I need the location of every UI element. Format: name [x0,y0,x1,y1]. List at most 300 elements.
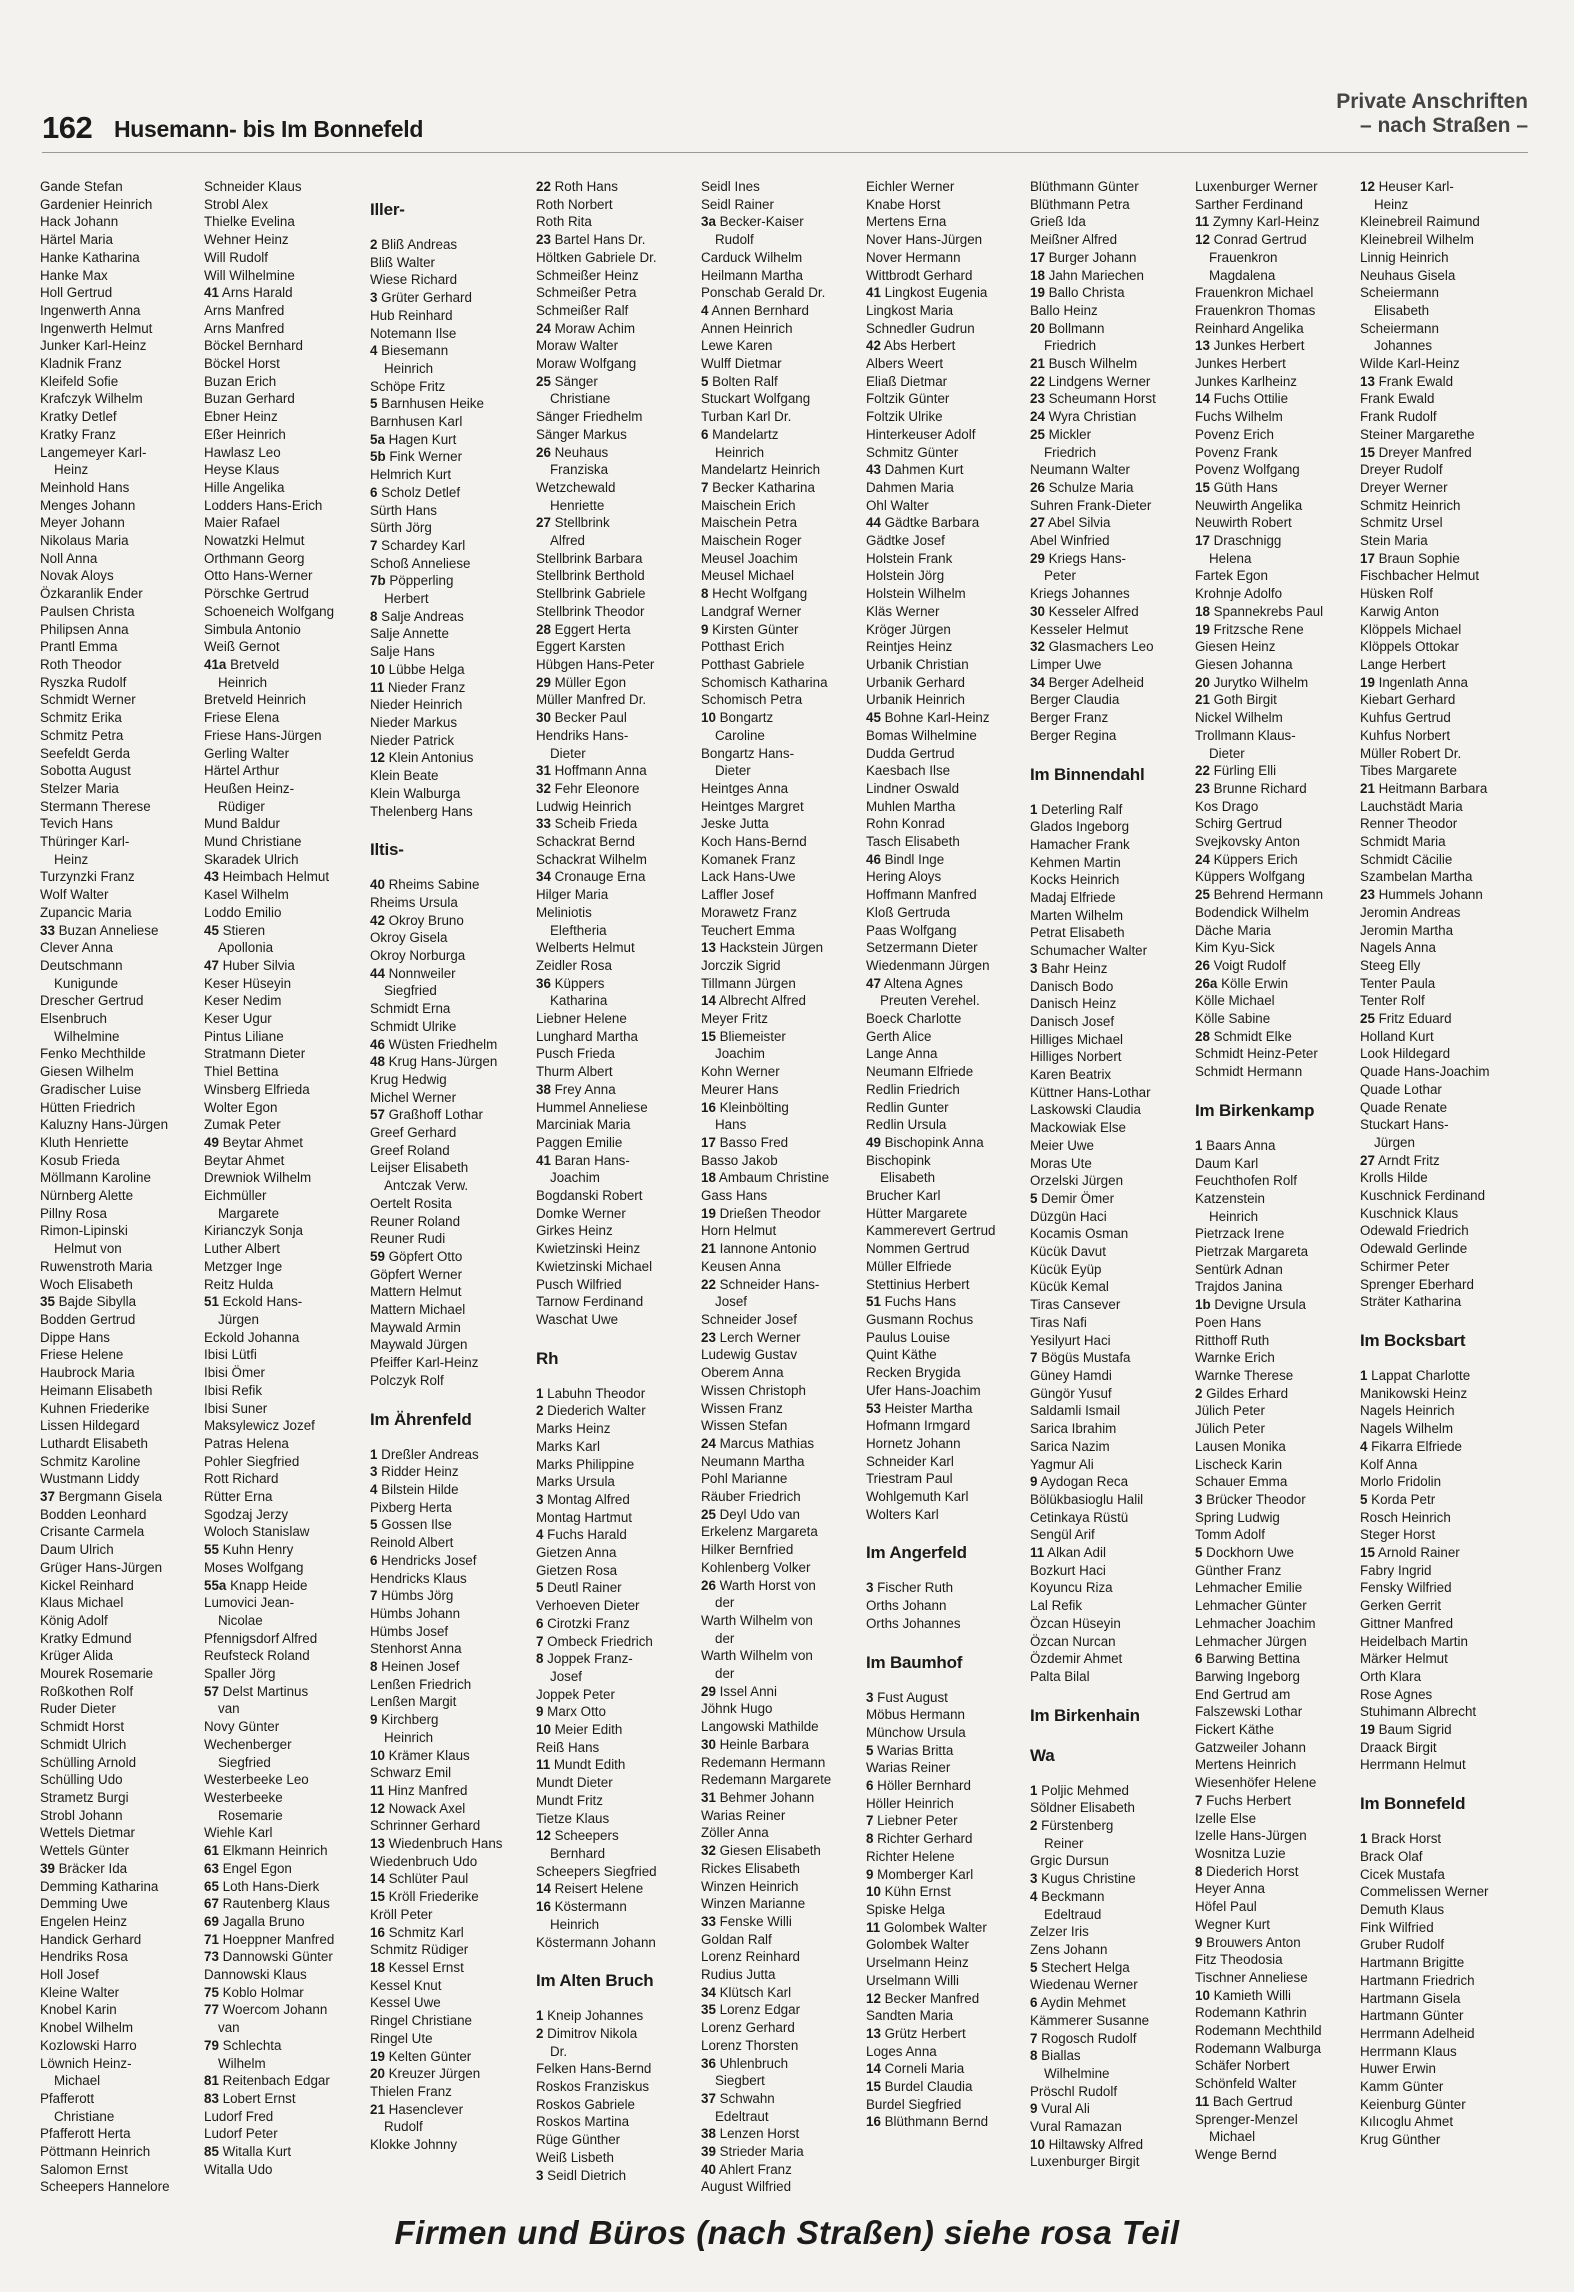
resident-entry: 81 Reitenbach Edgar [204,2073,330,2089]
resident-entry: 43 Dahmen Kurt [866,462,964,478]
house-number: 5 [1360,1491,1368,1507]
resident-entry: Möllmann Karoline [40,1170,151,1186]
resident-entry: Svejkovsky Anton [1195,834,1300,850]
resident-entry: 9 Vural Ali [1030,2101,1090,2117]
resident-entry: Pöttmann Heinrich [40,2144,151,2160]
resident-entry: Hartmann Günter [1360,2008,1464,2024]
resident-entry: 3 Fust August [866,1689,948,1705]
resident-entry: 41 Arns Harald [204,285,293,301]
entry-continuation: Joachim [550,1170,600,1186]
house-number: 15 [701,1028,716,1044]
house-number: 69 [204,1913,219,1929]
resident-entry: Albers Weert [866,356,944,372]
street-heading: Im Bonnefeld [1360,1794,1466,1814]
resident-entry: Nagels Wilhelm [1360,1421,1454,1437]
resident-entry: Beytar Ahmet [204,1152,285,1168]
resident-entry: Hartmann Brigitte [1360,1955,1465,1971]
resident-entry: Novak Aloys [40,568,114,584]
resident-entry: 37 Schwahn [701,2090,775,2106]
house-number: 33 [701,1913,716,1929]
resident-entry: Lange Herbert [1360,656,1446,672]
resident-entry: Räuber Friedrich [701,1489,801,1505]
resident-entry: Paulus Louise [866,1329,951,1345]
entry-continuation: Dr. [550,2043,568,2059]
resident-entry: Trajdos Janina [1195,1279,1283,1295]
house-number: 41 [204,285,219,301]
resident-entry: Witalla Udo [204,2161,273,2177]
street-heading: Rh [536,1348,559,1368]
resident-entry: Mund Christiane [204,834,302,850]
resident-entry: 49 Bischopink Anna [866,1134,984,1150]
resident-entry: 9 Kirchberg [370,1712,439,1728]
resident-entry: Berger Regina [1030,727,1117,743]
resident-entry: Abel Winfried [1030,533,1110,549]
resident-entry: Hilker Bernfried [701,1542,794,1558]
house-number: 12 [1195,232,1210,248]
resident-entry: Pörschke Gertrud [204,586,309,602]
resident-entry: 47 Huber Silvia [204,957,295,973]
entry-continuation: Heinrich [384,1729,434,1745]
resident-entry: Wiese Richard [370,272,458,288]
resident-entry: Clever Anna [40,940,113,956]
house-number: 71 [204,1931,219,1947]
house-number: 43 [204,869,219,885]
house-number: 83 [204,2090,219,2106]
resident-entry: Dreyer Rudolf [1360,462,1443,478]
house-number: 10 [866,1884,881,1900]
resident-entry: Lunghard Martha [536,1028,638,1044]
house-number: 12 [370,750,385,766]
resident-entry: Wettels Dietmar [40,1825,135,1841]
resident-entry: Lehmacher Günter [1195,1598,1307,1614]
house-number: 19 [1360,1722,1375,1738]
house-number: 18 [1030,267,1045,283]
resident-entry: Tischner Anneliese [1195,1969,1308,1985]
resident-entry: 26a Kölle Erwin [1195,975,1289,991]
resident-entry: Odewald Gerlinde [1360,1241,1468,1257]
resident-entry: Ludwig Heinrich [536,798,632,814]
resident-entry: 19 Drießen Theodor [701,1205,821,1221]
resident-entry: Lingkost Maria [866,302,954,318]
resident-entry: 42 Okroy Bruno [370,912,464,928]
resident-entry: Stuckart Hans- [1360,1117,1449,1133]
resident-entry: Nagels Anna [1360,940,1436,956]
resident-entry: 71 Hoeppner Manfred [204,1931,335,1947]
resident-entry: Noll Anna [40,550,98,566]
resident-entry: Karen Beatrix [1030,1067,1112,1083]
resident-entry: 1b Devigne Ursula [1195,1297,1306,1313]
resident-entry: Kim Kyu-Sick [1195,940,1275,956]
resident-entry: Gerling Walter [204,745,290,761]
resident-entry: 15 Dreyer Manfred [1360,444,1472,460]
resident-entry: Schmeißer Ralf [536,302,629,318]
entry-continuation: Nicolae [218,1612,263,1628]
resident-entry: Warnke Therese [1195,1368,1294,1383]
resident-entry: 2 Gildes Erhard [1195,1385,1289,1401]
resident-entry: Loddo Emilio [204,904,282,920]
house-number: 33 [40,922,55,938]
resident-entry: Krohnje Adolfo [1195,586,1283,602]
house-number: 23 [1195,780,1210,796]
resident-entry: Demming Katharina [40,1878,159,1894]
resident-entry: Wolter Egon [204,1099,278,1115]
entry-continuation: Peter [1044,568,1077,584]
resident-entry: Potthast Erich [701,639,785,655]
resident-entry: Oertelt Rosita [370,1195,452,1211]
resident-entry: Meier Uwe [1030,1137,1094,1153]
house-number: 73 [204,1949,219,1965]
house-number: 75 [204,1984,219,2000]
resident-entry: 8 Biallas [1030,2048,1081,2064]
house-number: 45 [204,922,219,938]
resident-entry: 25 Sänger [536,373,598,389]
resident-entry: Lumovici Jean- [204,1595,295,1611]
resident-entry: 42 Abs Herbert [866,338,956,354]
resident-entry: Hendricks Klaus [370,1570,467,1586]
resident-entry: Klöppels Michael [1360,621,1462,637]
house-number: 21 [1360,780,1375,796]
resident-entry: 23 Brunne Richard [1195,780,1307,796]
resident-entry: Kosub Frieda [40,1152,120,1168]
resident-entry: 5 Deutl Rainer [536,1580,622,1596]
resident-entry: Salje Annette [370,626,449,642]
house-number: 34 [536,869,551,885]
resident-entry: Ritthoff Ruth [1195,1332,1270,1348]
resident-entry: 3 Kugus Christine [1030,1871,1136,1887]
resident-entry: Wosnitza Luzie [1195,1845,1286,1861]
resident-entry: Okroy Norburga [370,948,466,964]
resident-entry: 3 Fischer Ruth [866,1580,954,1596]
resident-entry: Orzelski Jürgen [1030,1173,1124,1189]
resident-entry: Heintges Margret [701,798,804,814]
house-number: 8 [701,586,709,602]
house-number: 3 [370,1464,378,1480]
resident-entry: Welberts Helmut [536,940,635,956]
resident-entry: Kröll Peter [370,1906,433,1922]
entry-continuation: Dieter [715,763,751,779]
resident-entry: Oberem Anna [701,1365,784,1381]
house-number: 8 [370,1659,378,1675]
resident-entry: Nieder Markus [370,714,458,730]
resident-entry: Kratky Franz [40,426,116,442]
entry-continuation: Heinrich [384,360,434,376]
entry-continuation: Friedrich [1044,444,1097,460]
house-number: 31 [701,1789,716,1805]
resident-entry: Friese Helene [40,1347,124,1363]
resident-entry: Schneider Karl [866,1453,954,1469]
resident-entry: Wegner Kurt [1195,1916,1270,1932]
resident-entry: Kohlenberg Volker [701,1559,811,1575]
resident-entry: Ufer Hans-Joachim [866,1382,981,1398]
resident-entry: Verhoeven Dieter [536,1598,640,1614]
resident-entry: Sarther Ferdinand [1195,196,1303,212]
resident-entry: Roskos Franziskus [536,2079,650,2095]
resident-entry: Weiß Gernot [204,639,280,655]
resident-entry: Lauchstädt Maria [1360,798,1463,814]
resident-entry: Odewald Friedrich [1360,1223,1469,1239]
resident-entry: Kılıcoglu Ahmet [1360,2114,1454,2130]
house-number: 85 [204,2144,219,2160]
resident-entry: 9 Kirsten Günter [701,621,799,637]
resident-entry: 34 Berger Adelheid [1030,674,1144,690]
house-number: 20 [1030,320,1045,336]
house-number: 1b [1195,1297,1211,1313]
resident-entry: Grüger Hans-Jürgen [40,1559,163,1575]
resident-entry: Greef Roland [370,1142,450,1158]
resident-entry: Ludorf Fred [204,2108,274,2124]
resident-entry: Kammerevert Gertrud [866,1223,996,1239]
resident-entry: 26 Schulze Maria [1030,479,1134,495]
resident-entry: Ebner Heinz [204,409,278,425]
resident-entry: Bogdanski Robert [536,1188,643,1204]
resident-entry: Ludewig Gustav [701,1347,798,1363]
resident-entry: 21 Heitmann Barbara [1360,780,1488,796]
entry-continuation: Jürgen [1374,1134,1415,1150]
house-number: 15 [866,2079,881,2095]
house-number: 15 [370,1889,385,1905]
resident-entry: 7 Rogosch Rudolf [1030,2030,1137,2046]
resident-entry: Meusel Joachim [701,550,798,566]
entry-continuation: Dieter [1209,745,1245,761]
resident-entry: Mourek Rosemarie [40,1666,154,1682]
resident-entry: Weiß Lisbeth [536,2149,614,2165]
resident-entry: Hack Johann [40,214,119,230]
house-number: 14 [1195,391,1210,407]
resident-entry: 57 Graßhoff Lothar [370,1107,483,1123]
resident-entry: Meyer Johann [40,515,125,531]
resident-entry: 15 Bliemeister [701,1028,786,1044]
resident-entry: Luxenburger Werner [1195,179,1318,194]
resident-entry: Poen Hans [1195,1314,1262,1330]
resident-entry: Schönfeld Walter [1195,2076,1297,2092]
resident-entry: Maywald Armin [370,1319,461,1335]
resident-entry: Petrat Elisabeth [1030,925,1125,941]
house-number: 8 [1030,2048,1038,2064]
resident-entry: Klein Beate [370,768,439,784]
resident-entry: Rott Richard [204,1471,279,1487]
resident-entry: 1 Lappat Charlotte [1360,1368,1471,1383]
resident-entry: Basso Jakob [701,1152,778,1168]
resident-entry: Danisch Heinz [1030,996,1117,1012]
house-number: 4 [1360,1438,1368,1454]
entry-continuation: Josef [550,1668,583,1684]
house-number: 8 [1195,1863,1203,1879]
house-number: 6 [1195,1651,1203,1667]
resident-entry: Kocamis Osman [1030,1226,1129,1242]
resident-entry: Philipsen Anna [40,621,129,637]
resident-entry: Quade Lothar [1360,1081,1442,1097]
resident-entry: 3 Montag Alfred [536,1491,630,1507]
resident-entry: Giesen Johanna [1195,656,1293,672]
house-number: 20 [370,2066,385,2082]
resident-entry: Schackrat Bernd [536,834,635,850]
house-number: 57 [370,1107,385,1123]
resident-entry: 14 Fuchs Ottilie [1195,391,1289,407]
resident-entry: Böckel Horst [204,356,280,372]
resident-entry: Holl Josef [40,1967,99,1983]
house-number: 1 [1360,1831,1368,1847]
house-number: 30 [536,710,551,726]
resident-entry: Klein Walburga [370,785,461,801]
resident-entry: 26 Neuhaus [536,444,609,460]
resident-entry: Reuner Rudi [370,1231,446,1247]
resident-entry: Gerken Gerrit [1360,1598,1442,1614]
resident-entry: Burdel Siegfried [866,2096,962,2112]
resident-entry: Meißner Alfred [1030,232,1118,248]
resident-entry: Wolf Walter [40,887,109,903]
resident-entry: Keser Hüseyin [204,975,292,991]
resident-entry: Maischein Roger [701,533,802,549]
resident-entry: 38 Lenzen Horst [701,2126,800,2142]
house-number: 19 [370,2048,385,2064]
resident-entry: Westerbeeke [204,1789,283,1805]
resident-entry: 75 Koblo Holmar [204,1984,304,2000]
resident-entry: Rosch Heinrich [1360,1509,1451,1525]
resident-entry: Schmidt Werner [40,692,136,708]
resident-entry: Greef Gerhard [370,1125,457,1141]
resident-entry: Marks Heinz [536,1421,611,1437]
entry-continuation: Rüdiger [218,798,265,814]
resident-entry: Möbus Hermann [866,1707,965,1723]
resident-entry: Warth Wilhelm von [701,1648,813,1664]
resident-entry: 21 Hasenclever [370,2101,464,2117]
entry-continuation: Edeltraud [1044,1906,1102,1922]
resident-entry: Mund Baldur [204,816,280,832]
resident-entry: 85 Witalla Kurt [204,2144,292,2160]
resident-entry: Bodden Leonhard [40,1506,147,1522]
resident-entry: 12 Klein Antonius [370,750,474,766]
resident-entry: 1 Labuhn Theodor [536,1385,646,1401]
resident-entry: 55 Kuhn Henry [204,1542,294,1558]
resident-entry: 63 Engel Egon [204,1860,292,1876]
resident-entry: Schöpe Fritz [370,378,446,394]
resident-entry: 18 Spannekrebs Paul [1195,603,1324,619]
resident-entry: Foltzik Ulrike [866,409,943,425]
resident-entry: Özcan Hüseyin [1030,1615,1121,1631]
resident-entry: Marks Ursula [536,1474,615,1490]
resident-entry: 13 Wiedenbruch Hans [370,1836,503,1852]
resident-entry: Knobel Wilhelm [40,2020,134,2036]
house-number: 51 [204,1294,219,1310]
resident-entry: August Wilfried [701,2179,792,2195]
entry-continuation: Johannes [1374,338,1433,354]
house-number: 16 [701,1099,716,1115]
resident-entry: Lischeck Karin [1195,1456,1283,1472]
resident-entry: Gittner Manfred [1360,1615,1454,1631]
house-number: 12 [1360,179,1375,194]
resident-entry: 9 Aydogan Reca [1030,1474,1129,1490]
resident-entry: Wissen Franz [701,1400,783,1416]
resident-entry: Muhlen Martha [866,798,956,814]
resident-entry: 23 Scheumann Horst [1030,391,1156,407]
resident-entry: Knabe Horst [866,196,941,212]
resident-entry: Sentürk Adnan [1195,1261,1283,1277]
house-number: 21 [370,2101,385,2117]
resident-entry: Orths Johann [866,1598,947,1614]
house-number: 5a [370,431,385,447]
resident-entry: Stein Maria [1360,533,1428,549]
resident-entry: 7 Becker Katharina [701,479,815,495]
resident-entry: Roskos Gabriele [536,2096,635,2112]
resident-entry: Lorenz Thorsten [701,2037,799,2053]
resident-entry: Yagmur Ali [1030,1456,1094,1472]
entry-continuation: Josef [715,1294,748,1310]
resident-entry: 14 Albrecht Alfred [701,993,806,1009]
resident-entry: Polczyk Rolf [370,1372,444,1388]
resident-entry: Huwer Erwin [1360,2061,1436,2077]
resident-entry: Hüsken Rolf [1360,586,1433,602]
resident-entry: Schoeneich Wolfgang [204,603,335,619]
resident-entry: 77 Woercom Johann [204,2002,328,2018]
resident-entry: Mackowiak Else [1030,1120,1126,1136]
resident-entry: Kleine Walter [40,1984,120,2000]
resident-entry: 12 Heuser Karl- [1360,179,1454,194]
house-number: 19 [1030,285,1045,301]
house-number: 77 [204,2002,219,2018]
resident-entry: Hofmann Irmgard [866,1418,971,1434]
resident-entry: Lange Anna [866,1046,938,1062]
resident-entry: 19 Kelten Günter [370,2048,472,2064]
house-number: 5 [370,1517,378,1533]
directory-column [370,178,525,2154]
house-number: 9 [1030,2101,1038,2117]
resident-entry: Eichler Werner [866,179,955,194]
house-number: 39 [40,1860,55,1876]
resident-entry: Wiedenau Werner [1030,1977,1138,1993]
resident-entry: Yesilyurt Haci [1030,1332,1111,1348]
resident-entry: Tiras Cansever [1030,1297,1121,1313]
house-number: 9 [370,1712,378,1728]
resident-entry: Daum Karl [1195,1155,1259,1171]
resident-entry: Dannowski Klaus [204,1967,307,1983]
resident-entry: Liebner Helene [536,1011,627,1027]
resident-entry: 30 Becker Paul [536,710,627,726]
entry-continuation: Wilhelmine [54,1028,120,1044]
street-heading: Im Binnendahl [1030,764,1145,784]
resident-entry: Özcan Nurcan [1030,1633,1116,1649]
resident-entry: 15 Burdel Claudia [866,2079,973,2095]
resident-entry: 33 Buzan Anneliese [40,922,159,938]
resident-entry: Thiel Bettina [204,1064,279,1080]
resident-entry: Ibisi Ömer [204,1365,266,1381]
resident-entry: Hummel Anneliese [536,1099,648,1115]
house-number: 1 [1030,1782,1038,1798]
resident-entry: 10 Kühn Ernst [866,1884,951,1900]
resident-entry: Marks Philippine [536,1456,635,1472]
resident-entry: 11 Zymny Karl-Heinz [1195,214,1320,230]
resident-entry: Pohler Siegfried [204,1453,300,1469]
resident-entry: Neuhaus Gisela [1360,267,1456,283]
resident-entry: Meusel Michael [701,568,795,584]
entry-continuation: Heinrich [715,444,765,460]
resident-entry: Lenßen Margit [370,1694,457,1710]
entry-continuation: der [715,1630,735,1646]
resident-entry: Brack Olaf [1360,1848,1423,1864]
resident-entry: Pusch Frieda [536,1046,615,1062]
house-number: 32 [701,1843,716,1859]
resident-entry: Gerth Alice [866,1028,932,1044]
resident-entry: Schmidt Erna [370,1001,451,1017]
resident-entry: Nickel Wilhelm [1195,710,1283,726]
house-number: 22 [701,1276,716,1292]
resident-entry: Strobl Alex [204,196,269,212]
resident-entry: 22 Roth Hans [536,179,618,194]
resident-entry: Keusen Anna [701,1258,781,1274]
resident-entry: Scheepers Siegfried [536,1863,657,1879]
house-number: 32 [536,780,551,796]
resident-entry: Wolters Karl [866,1506,939,1522]
resident-entry: Neumann Martha [701,1453,805,1469]
